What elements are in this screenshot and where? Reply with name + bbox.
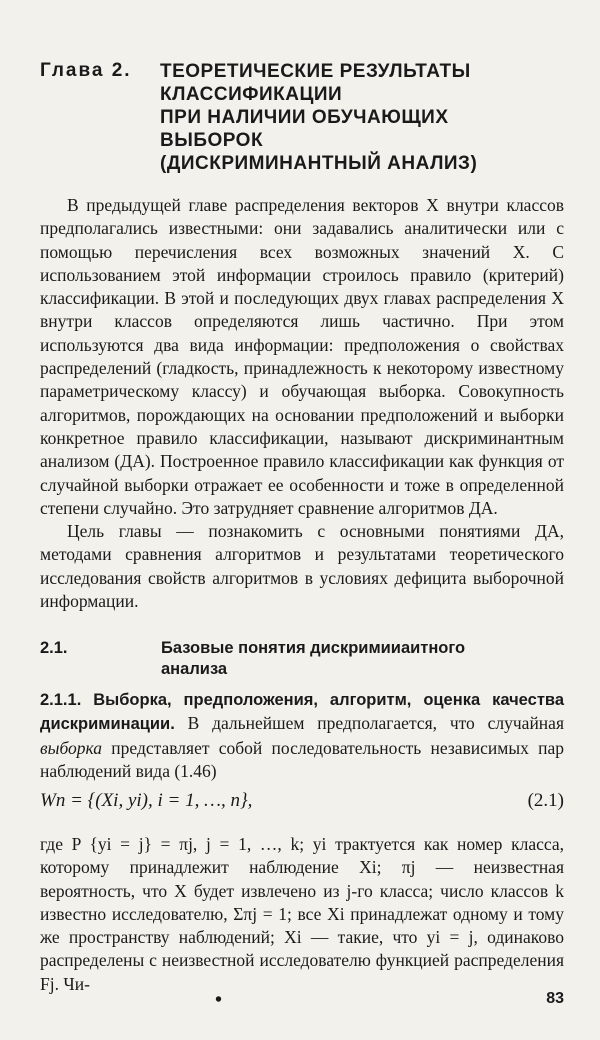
chapter-label: Глава 2. xyxy=(40,60,132,81)
section-title xyxy=(161,638,521,680)
subsection-heading: 2.1.1. Выборка, предположения, алгоритм, оценка качества дискриминации. xyxy=(40,691,564,734)
section-title-line: анализа xyxy=(161,660,228,678)
section-title-line: Базовые понятия дискримииаитного xyxy=(161,639,466,657)
subsection-text-before: В дальнейшем предполагается, что случайная xyxy=(187,713,564,734)
formula-expression: Wn = {(Xi, yi), i = 1, …, n}, xyxy=(40,790,253,811)
chapter-title-line: (ДИСКРИМИНАНТНЫЙ АНАЛИЗ) xyxy=(160,153,478,174)
section-number: 2.1. xyxy=(40,639,68,657)
intro-text xyxy=(40,194,564,613)
chapter-title xyxy=(160,60,580,175)
page-number: 83 xyxy=(546,990,564,1007)
chapter-title-line: КЛАССИФИКАЦИИ xyxy=(160,84,343,105)
chapter-title-line: ТЕОРЕТИЧЕСКИЕ РЕЗУЛЬТАТЫ xyxy=(160,61,471,82)
intro-paragraph: В предыдущей главе распределения векторов X внутри классов предполагались известными: они задавались аналитически или с помощью перечисления всех возможных значений X. С использованием этой информации строилось правило (критерий) классификации. В этой и последующих двух главах распределения X внутри классов определяются лишь частично. При этом используются два вида информации: предположения о свойствах распределений (гладкость, принадлежность к некоторому известному параметрическому классу) и обучающая выборка. Совокупность алгоритмов, порождающих на основании предположений и выборки конкретное правило классификации, называют дискриминантным анализом (ДА). Построенное правило классификации как функция от случайной выборки отражает ее особенности и тоже в определенной степени случайно. Это затрудняет сравнение алгоритмов ДА. xyxy=(40,195,564,518)
after-formula-text xyxy=(40,833,564,996)
chapter-title-line: ВЫБОРОК xyxy=(160,130,264,151)
subsection-paragraph xyxy=(40,688,564,783)
formula-number: (2.1) xyxy=(527,790,564,811)
subsection-term: выборка xyxy=(40,737,103,758)
intro-paragraph: Цель главы — познакомить с основными понятиями ДА, методами сравнения алгоритмов и результатами теоретического исследования свойств алгоритмов в условиях дефицита выборочной информации. xyxy=(40,521,564,612)
subsection-text xyxy=(40,688,564,783)
footer-mark: • xyxy=(215,989,223,1011)
chapter-title-line: ПРИ НАЛИЧИИ ОБУЧАЮЩИХ xyxy=(160,107,449,128)
subsection-text-after: представляет собой последовательность независимых пар наблюдений вида (1.46) xyxy=(40,737,564,781)
after-formula-paragraph: где P {yi = j} = πj, j = 1, …, k; yi трактуется как номер класса, которому принадлежит наблюдение Xi; πj — неизвестная вероятность, что X будет извлечено из j-го класса; число классов k известно исследователю, Σπj = 1; все Xi принадлежат одному и тому же пространству наблюдений; Xi — такие, что yi = j, одинаково распределены с неизвестной исследователю функцией распределения Fj. Чи- xyxy=(40,834,564,994)
